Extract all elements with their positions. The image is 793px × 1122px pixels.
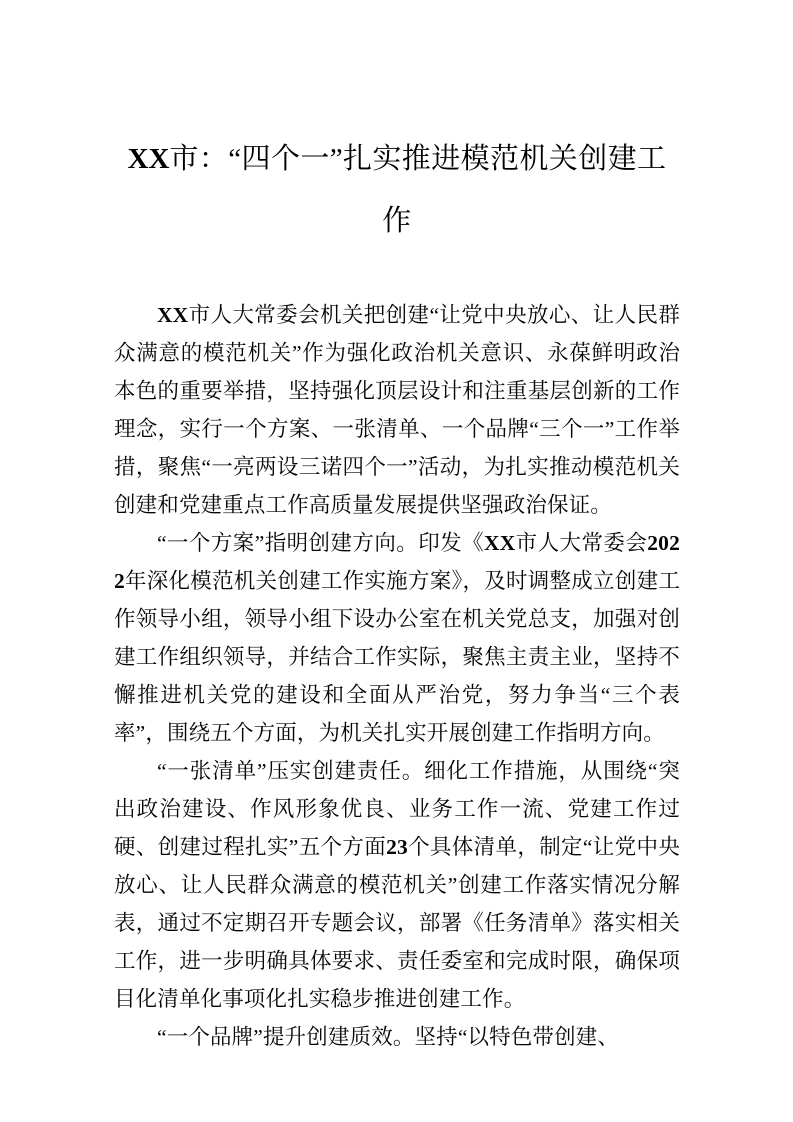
paragraph-2: “一个方案”指明创建方向。印发《XX市人大常委会2022年深化模范机关创建工作实施方案》，及时调整成立创建工作领导小组，领导小组下设办公室在机关党总支，加强对创建工作组织领导，并结合工作实际，聚焦主责主业，坚持不懈推进机关党的建设和全面从严治党，努力争当“三个表率”，围绕五个方面，为机关扎实开展创建工作指明方向。 <box>114 531 680 745</box>
paragraph-3: “一张清单”压实创建责任。细化工作措施，从围绕“突出政治建设、作风形象优良、业务工作一流、党建工作过硬、创建过程扎实”五个方面23个具体清单，制定“让党中央放心、让人民群众满意的模范机关”创建工作落实情况分解表，通过不定期召开专题会议，部署《任务清单》落实相关工作，进一步明确具体要求、责任委室和完成时限，确保项目化清单化事项化扎实稳步推进创建工作。 <box>114 759 680 1011</box>
title-latin-prefix: XX <box>127 143 170 175</box>
page-title: XX市：“四个一”扎实推进模范机关创建工作 <box>127 143 667 237</box>
page-content-area <box>114 0 680 1056</box>
paragraph-4: “一个品牌”提升创建质效。坚持“以特色带创建、 <box>157 1025 620 1049</box>
document-body <box>114 296 680 1056</box>
paragraph-1: XX市人大常委会机关把创建“让党中央放心、让人民群众满意的模范机关”作为强化政治机关意识、永葆鲜明政治本色的重要举措，坚持强化顶层设计和注重基层创新的工作理念，实行一个方案、一张清单、一个品牌“三个一”工作举措，聚焦“一亮两设三诺四个一”活动，为扎实推动模范机关创建和党建重点工作高质量发展提供坚强政治保证。 <box>114 303 680 517</box>
